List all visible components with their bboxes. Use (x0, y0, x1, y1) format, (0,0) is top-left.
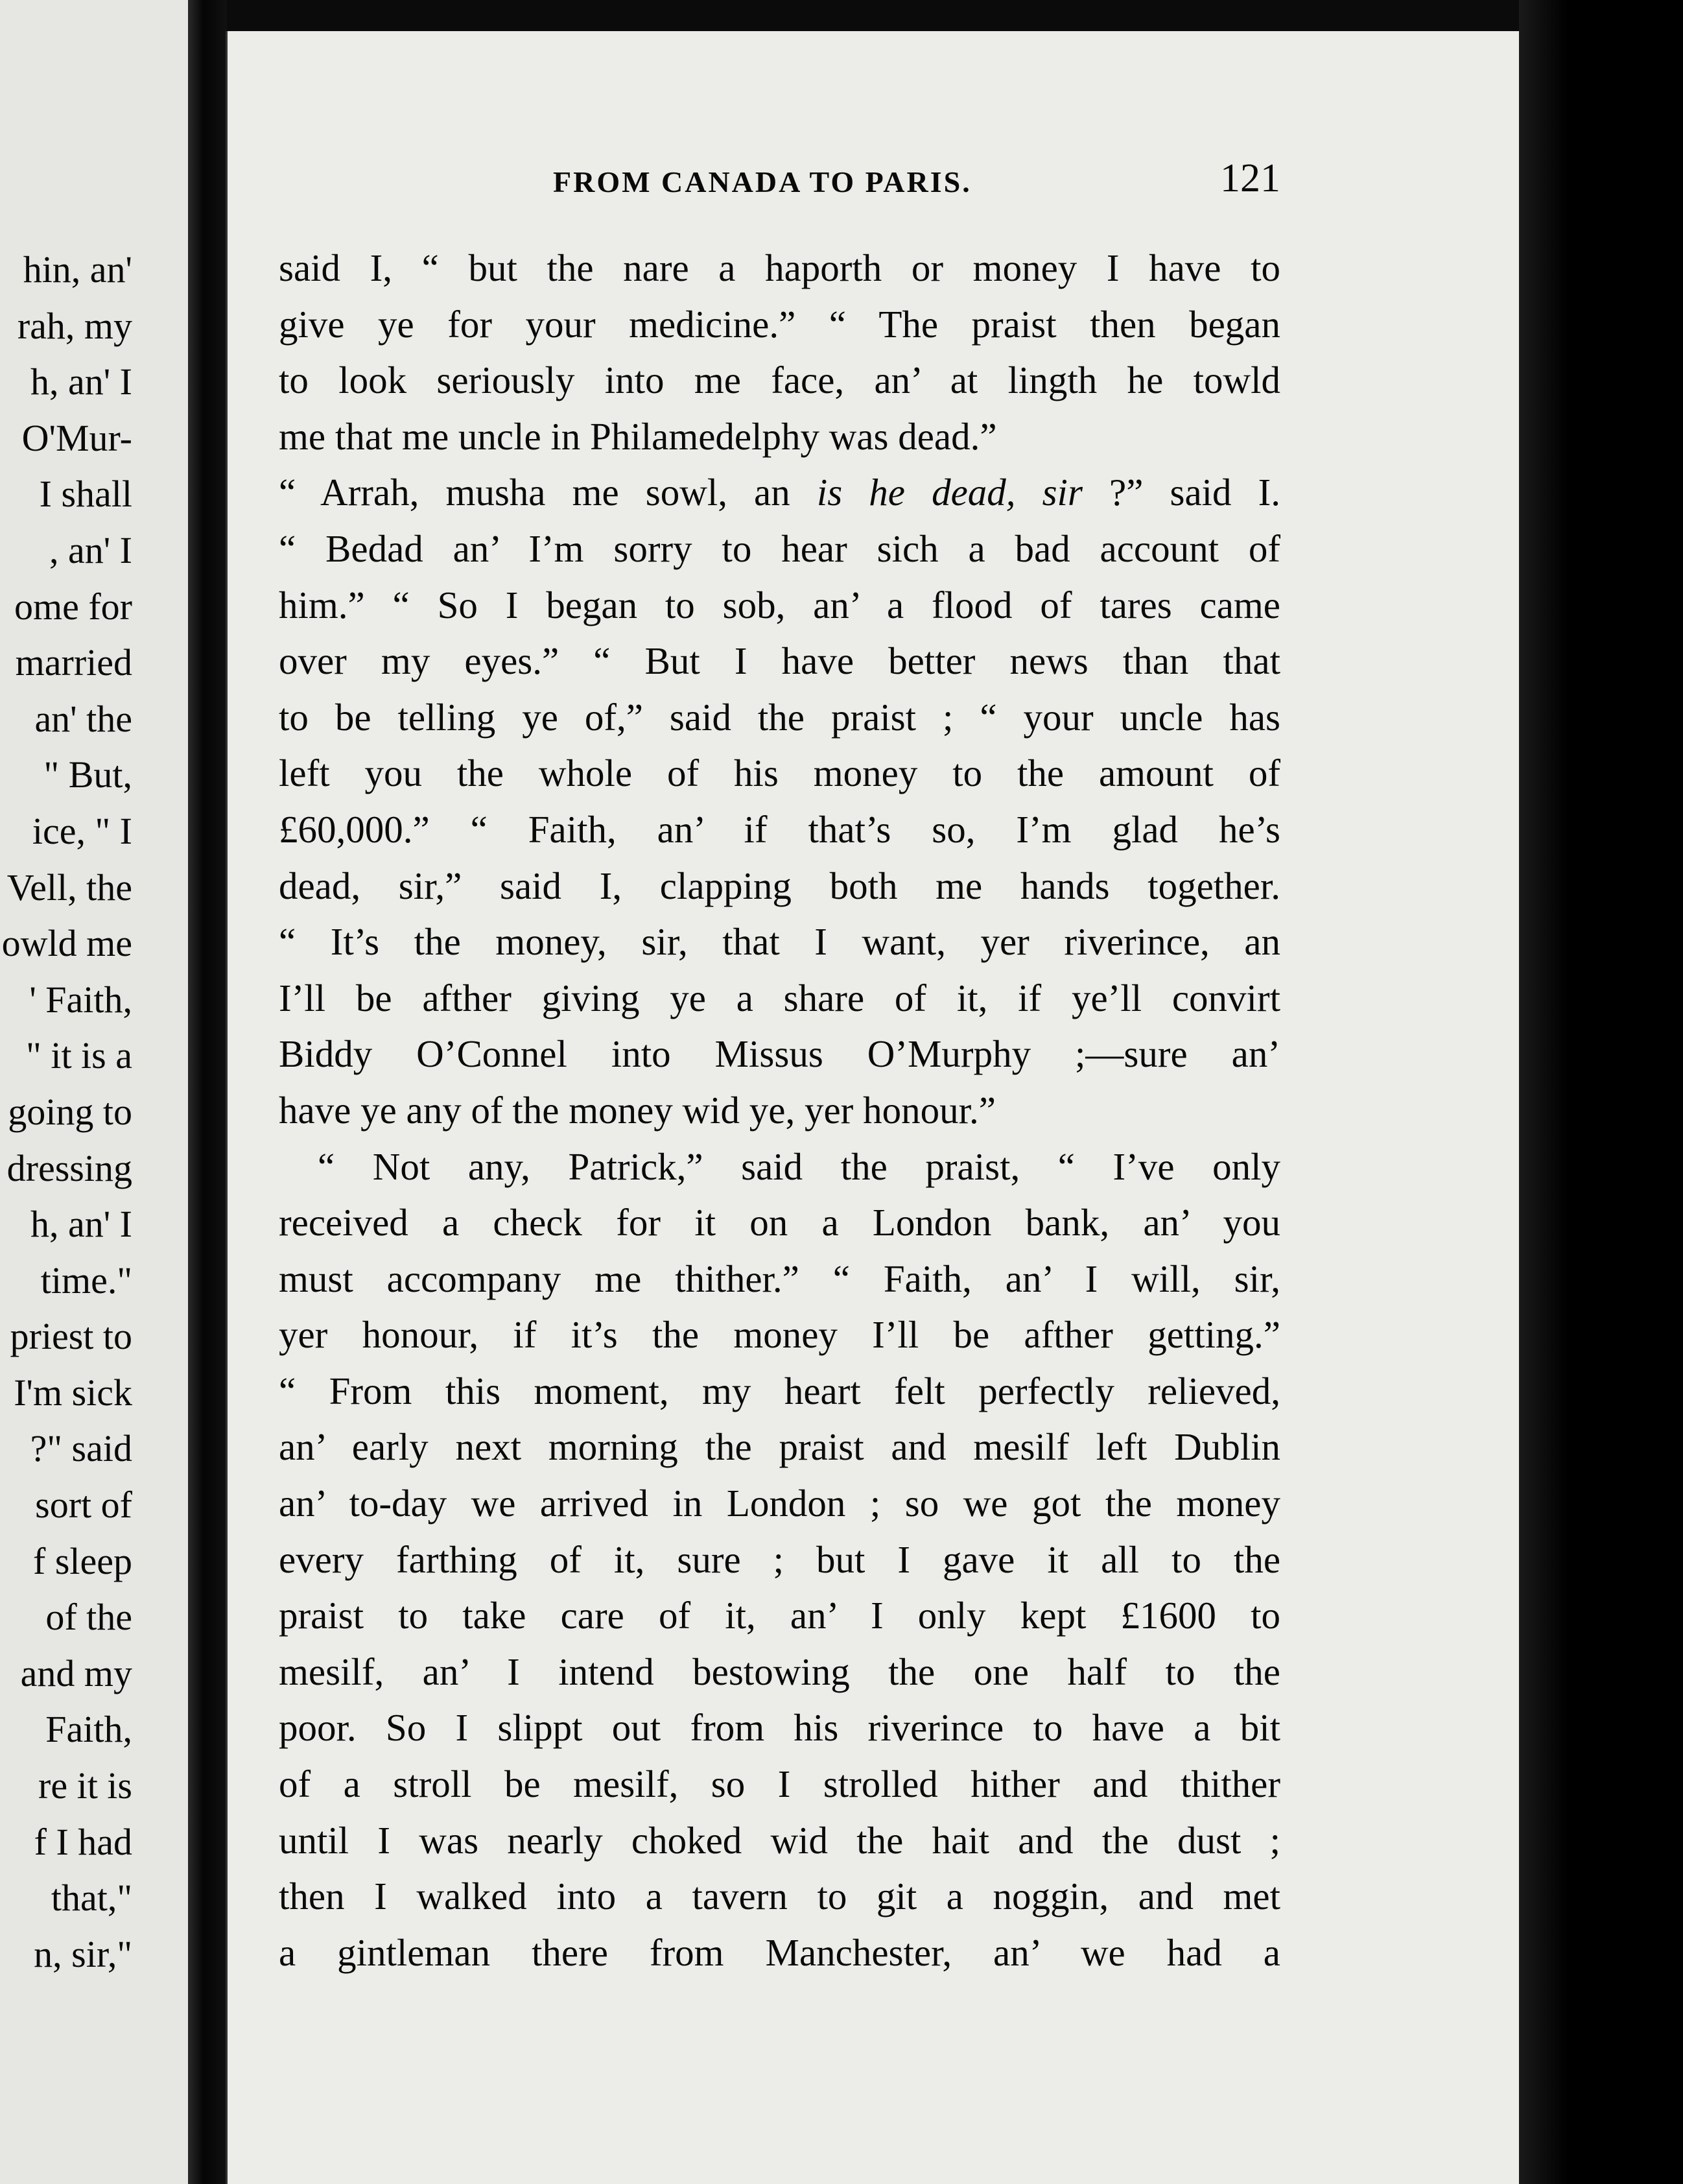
body-line: an’ early next morning the praist and mesilf left Dublin (279, 1425, 1280, 1469)
left-page-line: ome for (14, 585, 132, 628)
body-line: “ From this moment, my heart felt perfectly relieved, (279, 1369, 1280, 1412)
body-line: left you the whole of his money to the amount of (279, 752, 1280, 795)
book-gutter (188, 0, 227, 2184)
body-line: dead, sir,” said I, clapping both me hands together. (279, 864, 1280, 907)
left-page-line: owld me (1, 922, 132, 965)
left-page-line: O'Mur- (21, 416, 132, 459)
body-line: praist to take care of it, an’ I only kept £1600 to (279, 1594, 1280, 1637)
body-line: received a check for it on a London bank, an’ you (279, 1201, 1280, 1244)
left-page-line: h, an' I (30, 361, 132, 403)
left-page-line: and my (20, 1652, 132, 1694)
left-page-line: I shall (39, 473, 132, 516)
body-line: said I, “ but the nare a haporth or money I have to (279, 246, 1280, 289)
left-page-line: time." (40, 1259, 132, 1301)
left-page-line: Faith, (45, 1708, 132, 1751)
left-page-line: dressing (6, 1146, 132, 1189)
left-page-line: ice, " I (32, 809, 132, 852)
left-facing-page (0, 0, 188, 2184)
left-page-line: ?" said (30, 1427, 132, 1470)
left-page-line: rah, my (17, 304, 132, 347)
body-line: “ It’s the money, sir, that I want, yer riverince, an (279, 920, 1280, 964)
left-page-line: ' Faith, (29, 978, 132, 1021)
page-number: 121 (1220, 156, 1280, 200)
body-line: an’ to-day we arrived in London ; so we got the money (279, 1482, 1280, 1525)
body-line: “ Arrah, musha me sowl, an is he dead, sir ?” said I. (279, 471, 1281, 514)
body-line: Biddy O’Connel into Missus O’Murphy ;—sure an’ (279, 1032, 1280, 1076)
body-line: to look seriously into me face, an’ at lingth he towld (279, 359, 1280, 402)
body-line: I’ll be afther giving ye a share of it, if ye’ll convirt (279, 976, 1280, 1019)
body-line: a gintleman there from Manchester, an’ we had a (279, 1930, 1280, 1974)
left-page-line: priest to (10, 1315, 132, 1358)
left-page-line: going to (8, 1090, 132, 1133)
page-edge-shadow (1519, 0, 1683, 2184)
body-line: of a stroll be mesilf, so I strolled hither and thither (279, 1763, 1280, 1806)
left-page-line: I'm sick (14, 1371, 132, 1414)
body-line: “ Not any, Patrick,” said the praist, “ I’ve only (318, 1145, 1280, 1188)
running-head (327, 156, 1287, 208)
body-line: until I was nearly choked wid the hait and the dust ; (279, 1818, 1280, 1862)
left-page-line: f sleep (33, 1539, 132, 1582)
body-line: must accompany me thither.” “ Faith, an’ I will, sir, (279, 1257, 1280, 1300)
left-page-line: " But, (43, 754, 132, 796)
body-line: to be telling ye of,” said the praist ; “ your uncle has (279, 695, 1280, 739)
body-text (279, 240, 1280, 1980)
body-line: poor. So I slippt out from his riverince to have a bit (279, 1706, 1280, 1750)
left-page-line: f I had (34, 1820, 132, 1863)
left-page-line: re it is (38, 1764, 132, 1807)
body-line: give ye for your medicine.” “ The praist then began (279, 302, 1280, 346)
left-page-text (2, 242, 132, 1982)
italic-phrase: is he dead, sir (816, 471, 1083, 514)
left-page-line: " it is a (26, 1034, 132, 1077)
body-line: every farthing of it, sure ; but I gave it all to the (279, 1537, 1280, 1581)
left-page-line: n, sir," (34, 1932, 132, 1975)
left-page-line: hin, an' (23, 248, 132, 291)
left-page-line: of the (45, 1596, 132, 1639)
body-line: over my eyes.” “ But I have better news than that (279, 639, 1280, 683)
left-page-line: h, an' I (30, 1203, 132, 1246)
body-line: “ Bedad an’ I’m sorry to hear sich a bad account of (279, 527, 1280, 570)
body-line: him.” “ So I began to sob, an’ a flood of tares came (279, 583, 1280, 626)
left-page-line: that," (51, 1877, 132, 1919)
body-line: me that me uncle in Philamedelphy was dead.” (279, 414, 997, 458)
left-page-line: , an' I (49, 528, 132, 571)
body-line: yer honour, if it’s the money I’ll be afther getting.” (279, 1313, 1280, 1357)
left-page-line: sort of (35, 1484, 132, 1526)
left-page-line: married (15, 641, 132, 684)
body-line: mesilf, an’ I intend bestowing the one half to the (279, 1650, 1280, 1693)
body-line: have ye any of the money wid ye, yer honour.” (279, 1088, 996, 1132)
left-page-line: Vell, the (6, 866, 132, 908)
body-line: then I walked into a tavern to git a noggin, and met (279, 1875, 1280, 1918)
body-line: £60,000.” “ Faith, an’ if that’s so, I’m glad he’s (279, 807, 1280, 851)
left-page-line: an' the (34, 697, 132, 740)
running-title: FROM CANADA TO PARIS. (553, 165, 972, 198)
